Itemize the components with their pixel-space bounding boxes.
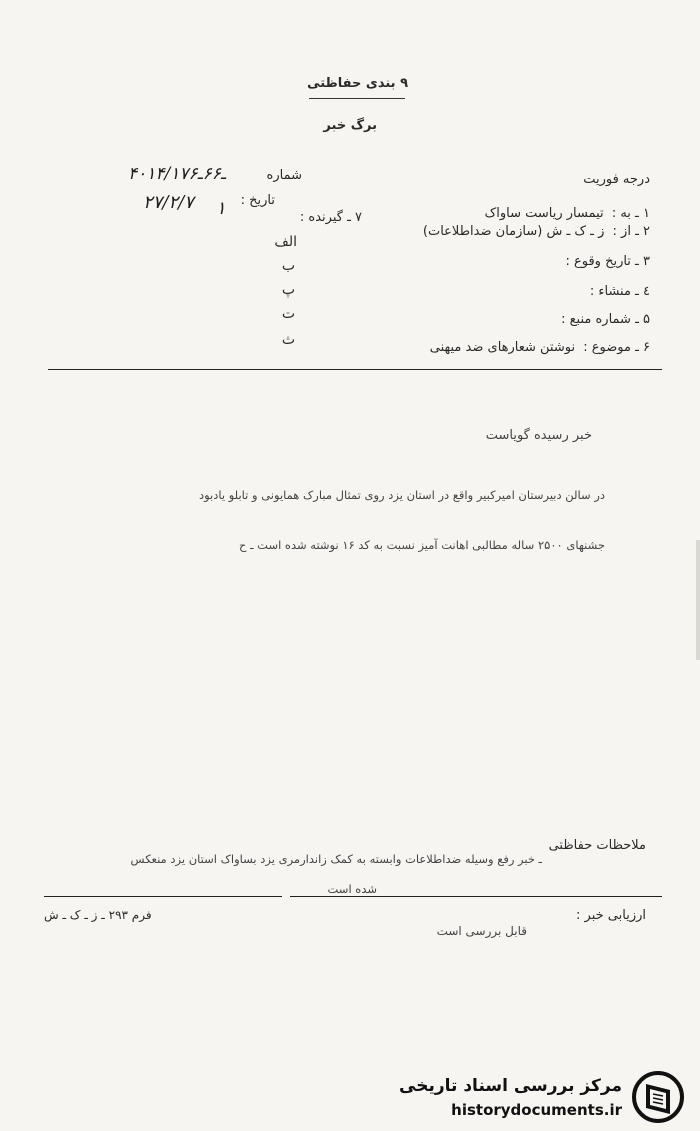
priority-label: درجه فوریت (583, 172, 650, 187)
remarks-line-2: شده است (327, 882, 377, 896)
watermark-url: historydocuments.ir (451, 1101, 622, 1119)
recipient-alef: الف (274, 234, 297, 250)
date-extra-mark: ۱ (216, 198, 226, 219)
field-source-number-label: ۵ ـ شماره منبع : (561, 312, 650, 327)
recipient-pe: پ (281, 282, 295, 298)
evaluation-value: قابل بررسی است (436, 924, 527, 938)
archive-emblem-icon (630, 1070, 686, 1124)
date-label: تاریخ : (240, 193, 275, 208)
remarks-label: ملاحظات حفاظتی (548, 838, 646, 853)
date-value: ۲۷/۲/۷ (143, 192, 194, 213)
field-origin (590, 284, 650, 299)
scan-edge-mark (696, 540, 700, 660)
recipient-be: ب (281, 258, 295, 274)
form-title: برگ خبر (323, 118, 377, 133)
field-source-number (561, 312, 650, 327)
body-line-2: جشنهای ۲۵۰۰ ساله مطالبی اهانت آمیز نسبت به کد ۱۶ نوشته شده است ـ ح (239, 538, 605, 552)
form-code: فرم ۲۹۳ ـ ز ـ ک ـ ش (44, 908, 152, 922)
field-subject-value: نوشتن شعارهای ضد میهنی (429, 340, 576, 355)
recipient-se: ث (281, 332, 295, 348)
field-subject-label: ۶ ـ موضوع : (583, 340, 650, 355)
recipient-te: ت (281, 306, 295, 322)
remarks-divider (44, 896, 282, 897)
header-divider (48, 369, 662, 370)
field-from-value: ز ـ ک ـ ش (سازمان ضداطلاعات) (422, 224, 605, 239)
field-origin-label: ٤ ـ منشاء : (589, 284, 650, 299)
classification-underline (309, 98, 405, 99)
number-label: شماره (266, 168, 302, 183)
field-date-occurrence (565, 254, 650, 269)
remarks-line-1: ـ خبر رفع وسیله ضداطلاعات وابسته به کمک زاندارمری یزد بساواک استان یزد منعکس (130, 852, 542, 866)
evaluation-label: ارزیابی خبر : (576, 908, 646, 923)
field-date-occurrence-label: ۳ ـ تاریخ وقوع : (565, 254, 650, 269)
body-heading: خبر رسیده گویاست (485, 428, 592, 443)
classification-label: ۹ بندی حفاظتی (307, 76, 408, 91)
field-from (423, 224, 650, 239)
body-line-1: در سالن دبیرستان امیرکبیر واقع در استان یزد روی تمثال مبارک همایونی و تابلو یادبود (198, 488, 605, 502)
watermark-logo (399, 1068, 690, 1126)
field-to (485, 206, 650, 221)
remarks-divider-right (290, 896, 662, 897)
field-to-label: ۱ ـ به : (611, 206, 650, 221)
field-subject (430, 340, 650, 355)
recipients-label: ۷ ـ گیرنده : (299, 210, 362, 225)
field-from-label: ۲ ـ از : (612, 224, 650, 239)
number-value: ۴۰۱ـ۶۶ـ۴/۱۷۶ (128, 164, 226, 184)
watermark-title: مرکز بررسی اسناد تاریخی (399, 1076, 622, 1096)
field-to-value: تیمسار ریاست ساواک (484, 206, 604, 221)
